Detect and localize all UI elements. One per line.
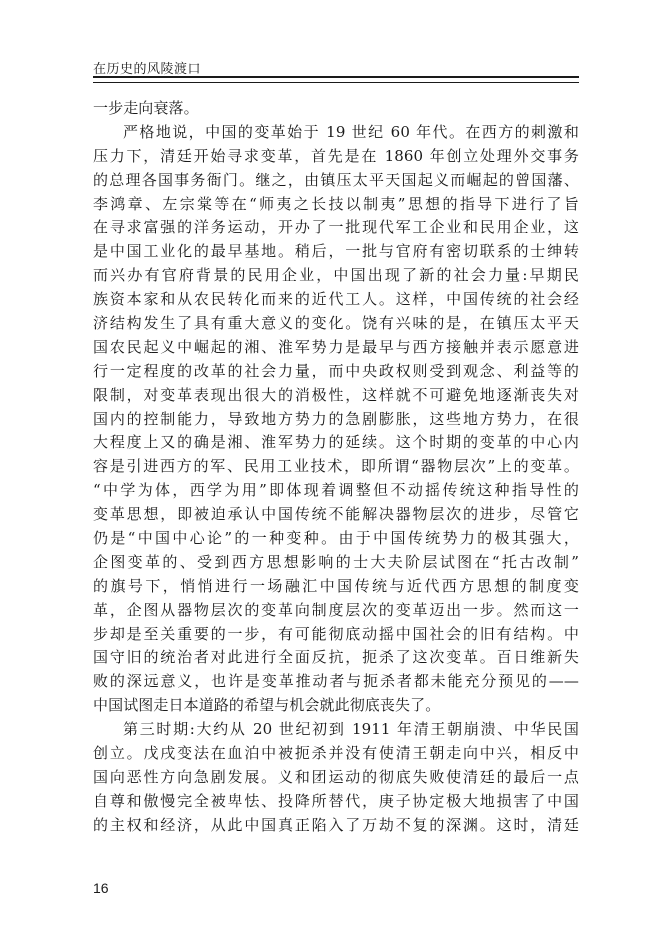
text-line: 国内的控制能力，导致地方势力的急剧膨胀，这些地方势力，在很 bbox=[93, 409, 579, 428]
text-line: 是中国工业化的最早基地。稍后，一批与官府有密切联系的士绅转 bbox=[93, 242, 579, 261]
text-line: 革，企图从器物层次的变革向制度层次的变革迈出一步。然而这一 bbox=[93, 600, 579, 619]
text-line: 济结构发生了具有重大意义的变化。饶有兴味的是，在镇压太平天 bbox=[93, 314, 579, 333]
text-line: 的总理各国事务衙门。继之，由镇压太平天国起义而崛起的曾国藩、 bbox=[93, 170, 579, 189]
body-text bbox=[93, 97, 579, 838]
text-line: 族资本家和从农民转化而来的近代工人。这样，中国传统的社会经 bbox=[93, 290, 579, 309]
text-line: 变革思想，即被迫承认中国传统不能解决器物层次的进步，尽管它 bbox=[93, 505, 579, 524]
text-line: 国向恶性方向急剧发展。义和团运动的彻底失败使清廷的最后一点 bbox=[93, 767, 579, 786]
text-line: 企图变革的、受到西方思想影响的士大夫阶层试图在“托古改制” bbox=[93, 552, 579, 571]
text-line: 而兴办有官府背景的民用企业，中国出现了新的社会力量:早期民 bbox=[93, 266, 579, 285]
text-line: “中学为体，西学为用”即体现着调整但不动摇传统这种指导性的 bbox=[93, 481, 579, 500]
text-line: 限制，对变革表现出很大的消极性，这样就不可避免地逐渐丧失对 bbox=[93, 385, 579, 404]
text-line: 自尊和傲慢完全被卑怯、投降所替代，庚子协定极大地损害了中国 bbox=[93, 791, 579, 810]
text-line: 败的深远意义，也许是变革推动者与扼杀者都未能充分预见的—— bbox=[93, 672, 579, 691]
text-line: 在寻求富强的洋务运动，开办了一批现代军工企业和民用企业，这 bbox=[93, 218, 579, 237]
text-line: 创立。戊戌变法在血泊中被扼杀并没有使清王朝走向中兴，相反中 bbox=[93, 744, 579, 763]
text-line: 一步走向衰落。 bbox=[93, 99, 199, 117]
text-line: 国农民起义中崛起的湘、淮军势力是最早与西方接触并表示愿意进 bbox=[93, 337, 579, 356]
text-line: 国守旧的统治者对此进行全面反抗，扼杀了这次变革。百日维新失 bbox=[93, 648, 579, 667]
text-line: 大程度上又的确是湘、淮军势力的延续。这个时期的变革的中心内 bbox=[93, 433, 579, 452]
header-rule bbox=[93, 76, 579, 83]
text-line: 压力下，清廷开始寻求变革，首先是在 1860 年创立处理外交事务 bbox=[93, 146, 579, 165]
text-line: 行一定程度的改革的社会力量，而中央政权则受到观念、利益等的 bbox=[93, 361, 579, 380]
text-line: 步却是至关重要的一步，有可能彻底动摇中国社会的旧有结构。中 bbox=[93, 624, 579, 643]
text-line: 中国试图走日本道路的希望与机会就此彻底丧失了。 bbox=[93, 696, 441, 715]
text-line: 第三时期:大约从 20 世纪初到 1911 年清王朝崩溃、中华民国 bbox=[123, 720, 579, 739]
text-line: 的主权和经济，从此中国真正陷入了万劫不复的深渊。这时，清廷 bbox=[93, 815, 579, 834]
text-line: 容是引进西方的军、民用工业技术，即所谓“器物层次”上的变革。 bbox=[93, 457, 579, 476]
text-line: 的旗号下，悄悄进行一场融汇中国传统与近代西方思想的制度变 bbox=[93, 576, 579, 595]
running-header: 在历史的风陵渡口 bbox=[93, 62, 202, 77]
text-line: 严格地说，中国的变革始于 19 世纪 60 年代。在西方的刺激和 bbox=[123, 122, 579, 141]
text-line: 仍是“中国中心论”的一种变种。由于中国传统势力的极其强大， bbox=[93, 529, 579, 548]
text-line: 李鸿章、左宗棠等在“师夷之长技以制夷”思想的指导下进行了旨 bbox=[93, 194, 579, 213]
page-number: 16 bbox=[93, 880, 109, 896]
